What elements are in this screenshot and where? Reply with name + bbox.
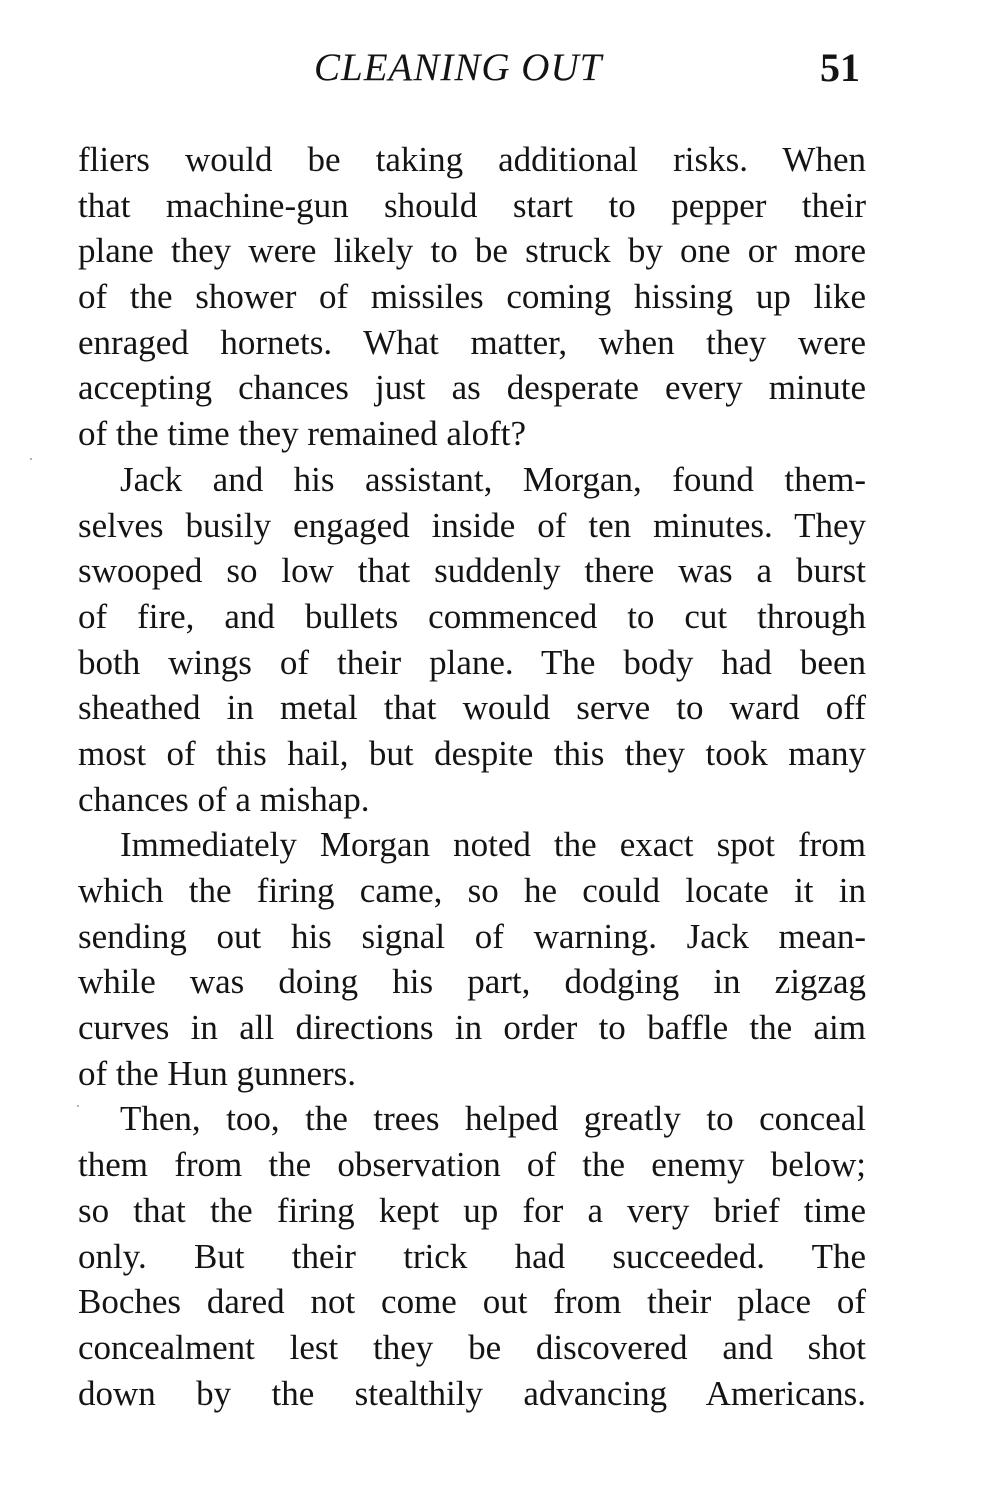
text-line: fliers would be taking additional risks. When [78,140,866,179]
text-line: of the shower of missiles coming hissing up like [78,277,866,317]
text-line: curves in all directions in order to baffle the aim [78,1008,866,1048]
text-line: selves busily engaged inside of ten minutes. They [78,505,866,545]
text-line: sheathed in metal that would serve to ward off [78,688,866,728]
page-number: 51 [820,45,860,90]
text-line: swooped so low that suddenly there was a burst [78,551,866,591]
text-line: them from the observation of the enemy below; [78,1145,866,1185]
text-line: accepting chances just as desperate every minute [78,368,866,408]
running-head [78,40,866,96]
scan-speck [77,1105,79,1107]
text-line: plane they were likely to be struck by one or more [78,231,866,271]
text-line: most of this hail, but despite this they took many [78,733,866,773]
text-line: concealment lest they be discovered and shot [78,1327,866,1367]
paragraph-end-line: chances of a mishap. [78,779,370,819]
paragraph-first-line: Jack and his assistant, Morgan, found them- [120,459,866,499]
paragraph-first-line: Immediately Morgan noted the exact spot from [120,825,866,865]
text-line: enraged hornets. What matter, when they were [78,322,866,362]
running-title: CLEANING OUT [314,46,603,89]
paragraph-first-line: Then, too, the trees helped greatly to conceal [120,1099,866,1139]
scan-speck [30,458,32,460]
text-line: while was doing his part, dodging in zigzag [78,962,866,1002]
text-line: of fire, and bullets commenced to cut through [78,596,866,636]
text-line: both wings of their plane. The body had been [78,642,866,682]
text-line: sending out his signal of warning. Jack mean- [78,916,866,956]
text-line: so that the firing kept up for a very brief time [78,1190,866,1230]
text-line: only. But their trick had succeeded. The [78,1236,866,1276]
paragraph-end-line: of the time they remained aloft? [78,414,527,454]
body-text [78,137,866,1416]
text-line: which the firing came, so he could locate it in [78,871,866,910]
paragraph-end-line: of the Hun gunners. [78,1053,357,1093]
text-line: down by the stealthily advancing Americans. [78,1373,866,1413]
text-line: Boches dared not come out from their place of [78,1282,866,1322]
text-line: that machine-gun should start to pepper their [78,185,866,225]
